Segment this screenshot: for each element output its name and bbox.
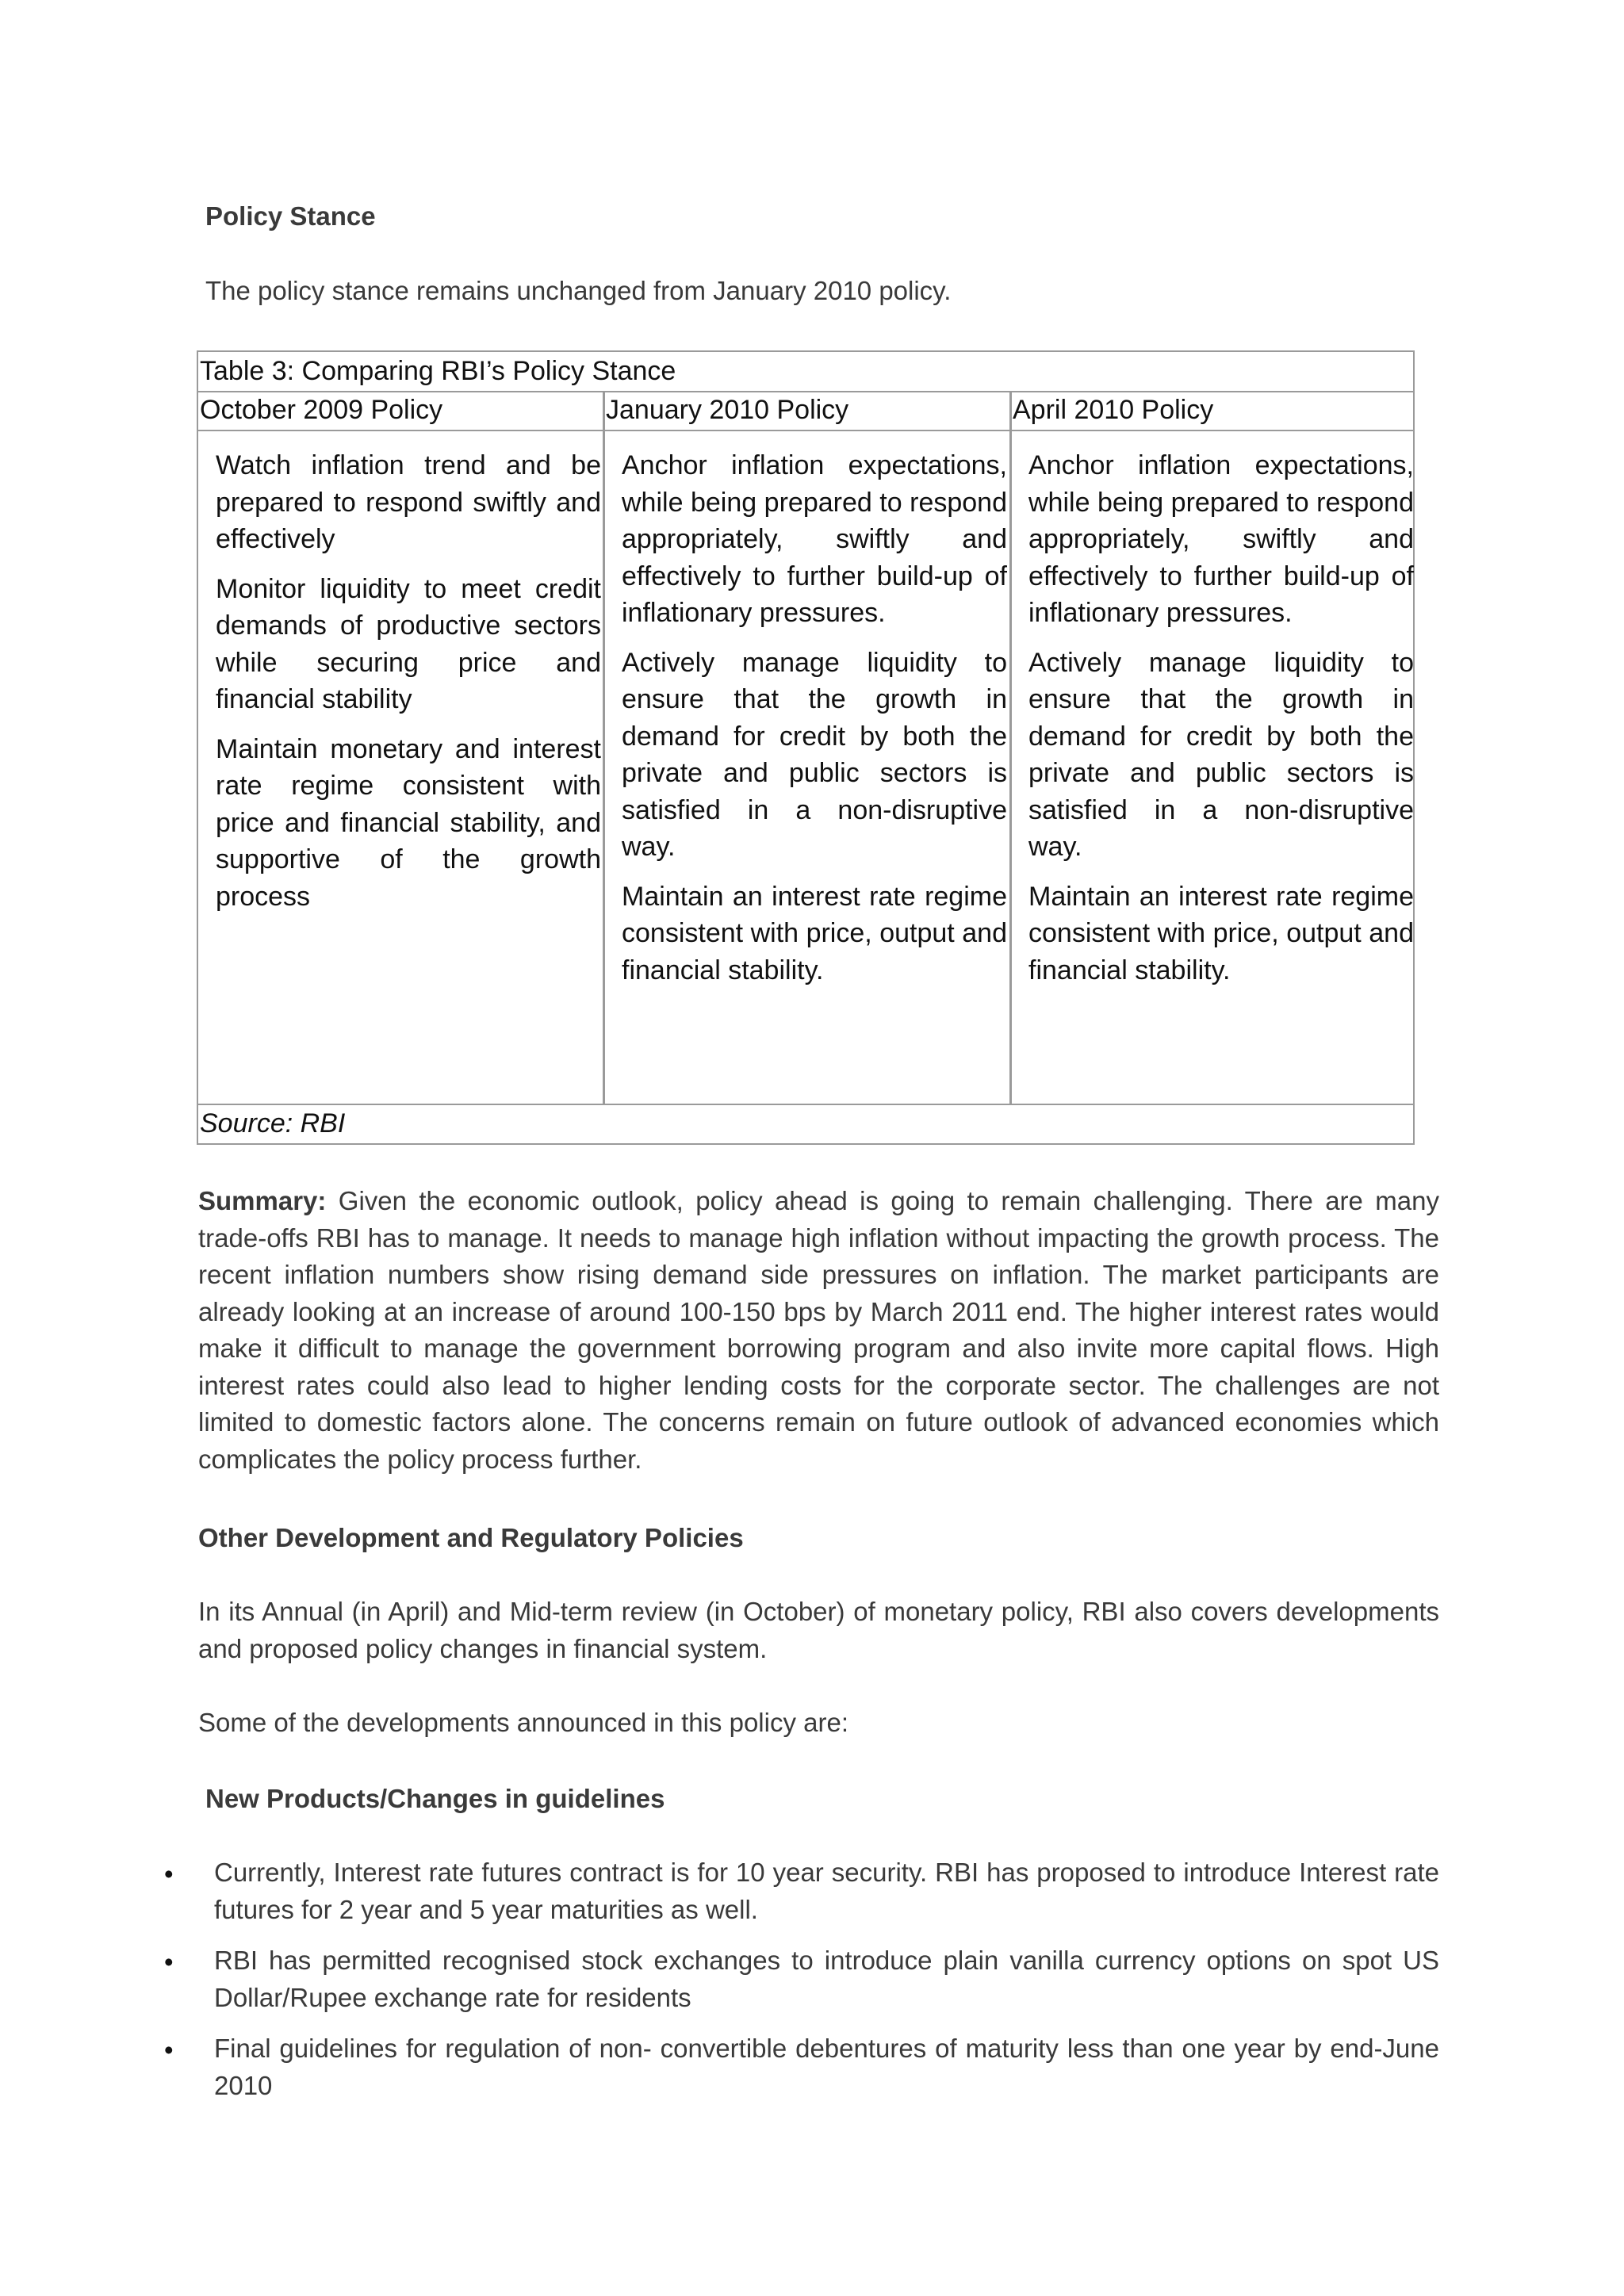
table-cell-apr-2010 <box>1028 447 1414 1001</box>
list-item-text: RBI has permitted recognised stock exchanges to introduce plain vanilla currency options on spot US Dollar/Rupee exchange rate for residents <box>214 1946 1439 2012</box>
cell-paragraph: Monitor liquidity to meet credit demands of productive sectors while securing price and financial stability <box>216 573 601 714</box>
column-divider <box>1009 391 1012 1104</box>
list-item <box>0 1942 1439 2016</box>
column-header-apr-2010: April 2010 Policy <box>1013 395 1214 425</box>
column-header-oct-2009: October 2009 Policy <box>200 395 443 425</box>
table-source: Source: RBI <box>200 1108 346 1138</box>
bullet-icon: • <box>164 1859 174 1888</box>
summary-label: Summary: <box>198 1186 327 1215</box>
list-item-text: Final guidelines for regulation of non- convertible debentures of maturity less than one year by end-June 2010 <box>214 2034 1439 2100</box>
cell-paragraph: Actively manage liquidity to ensure that the growth in demand for credit by both the private and public sectors is satisfied in a non-disruptive way. <box>1028 647 1414 862</box>
list-item-text: Currently, Interest rate futures contract is for 10 year security. RBI has proposed to introduce Interest rate futures for 2 year and 5 year maturities as well. <box>214 1858 1439 1924</box>
policy-stance-text: The policy stance remains unchanged from January 2010 policy. <box>205 276 952 305</box>
table-divider <box>198 1104 1413 1105</box>
cell-paragraph: Maintain an interest rate regime consistent with price, output and financial stability. <box>622 881 1007 985</box>
policy-stance-heading: Policy Stance <box>205 201 376 231</box>
summary-paragraph <box>198 1183 1439 1478</box>
table-divider <box>198 430 1413 431</box>
cell-paragraph: Maintain monetary and interest rate regime consistent with price and financial stability, and supportive of the growth process <box>216 733 601 912</box>
table-cell-jan-2010 <box>622 447 1007 1001</box>
list-item <box>0 1854 1439 1928</box>
table-cell-oct-2009 <box>216 447 601 928</box>
table-caption: Table 3: Comparing RBI’s Policy Stance <box>200 356 676 386</box>
list-item <box>0 2030 1439 2104</box>
cell-paragraph: Actively manage liquidity to ensure that the growth in demand for credit by both the private and public sectors is satisfied in a non-disruptive way. <box>622 647 1007 862</box>
developments-intro: Some of the developments announced in this policy are: <box>198 1708 849 1737</box>
new-products-list <box>0 1854 1439 2118</box>
cell-paragraph: Anchor inflation expectations, while being prepared to respond appropriately, swiftly and effectively to further build-up of inflationary pressures. <box>622 450 1007 628</box>
policy-stance-table <box>197 350 1415 1145</box>
bullet-icon: • <box>164 1947 174 1976</box>
other-development-text: In its Annual (in April) and Mid-term review (in October) of monetary policy, RBI also covers developments and proposed policy changes in financial system. <box>198 1597 1439 1663</box>
summary-text: Given the economic outlook, policy ahead is going to remain challenging. There are many trade-offs RBI has to manage. It needs to manage high inflation without impacting the growth process. The recent inflation numbers show rising demand side pressures on inflation. The market participants are already looking at an increase of around 100-150 bps by March 2011 end. The higher interest rates would make it difficult to manage the government borrowing program and also invite more capital flows. High interest rates could also lead to higher lending costs for the corporate sector. The challenges are not limited to domestic factors alone. The concerns remain on future outlook of advanced economies which complicates the policy process further. <box>198 1186 1439 1474</box>
cell-paragraph: Watch inflation trend and be prepared to respond swiftly and effectively <box>216 450 601 554</box>
new-products-heading: New Products/Changes in guidelines <box>205 1784 665 1813</box>
cell-paragraph: Anchor inflation expectations, while being prepared to respond appropriately, swiftly and effectively to further build-up of inflationary pressures. <box>1028 450 1414 628</box>
cell-paragraph: Maintain an interest rate regime consistent with price, output and financial stability. <box>1028 881 1414 985</box>
column-divider <box>603 391 605 1104</box>
other-development-heading: Other Development and Regulatory Policies <box>198 1523 744 1552</box>
bullet-icon: • <box>164 2035 174 2064</box>
column-header-jan-2010: January 2010 Policy <box>606 395 849 425</box>
